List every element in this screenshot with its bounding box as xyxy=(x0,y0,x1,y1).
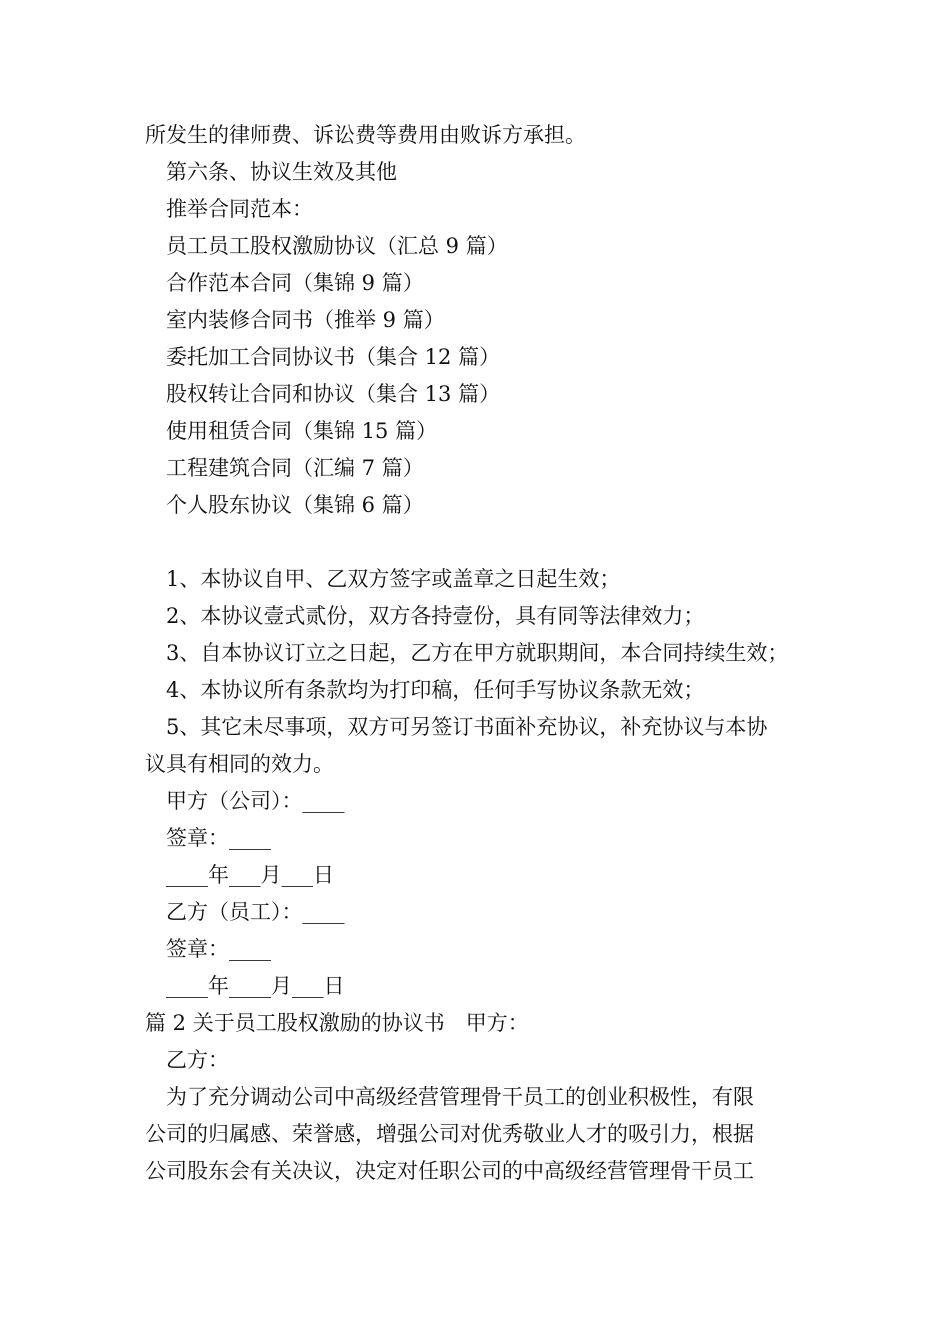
text-line: 推举合同范本： xyxy=(166,197,313,221)
text-line: 所发生的律师费、诉讼费等费用由败诉方承担。 xyxy=(145,123,586,147)
text-line: 合作范本合同（集锦 9 篇） xyxy=(166,271,424,295)
blank-line xyxy=(145,524,810,561)
text-line: 4、本协议所有条款均为打印稿，任何手写协议条款无效； xyxy=(166,678,705,702)
text-line: 3、自本协议订立之日起，乙方在甲方就职期间，本合同持续生效； xyxy=(166,641,789,665)
text-line: 签章：____ xyxy=(166,937,271,961)
text-line: 为了充分调动公司中高级经营管理骨干员工的创业积极性，有限 xyxy=(166,1085,754,1109)
text-line: 5、其它未尽事项，双方可另签订书面补充协议，补充协议与本协 xyxy=(166,715,768,739)
text-line: 2、本协议壹式贰份，双方各持壹份，具有同等法律效力； xyxy=(166,604,705,628)
text-line: 股权转让合同和协议（集合 13 篇） xyxy=(166,382,501,406)
text-line: 工程建筑合同（汇编 7 篇） xyxy=(166,456,424,480)
text-line: 员工员工股权激励协议（汇总 9 篇） xyxy=(166,234,508,258)
text-line: 公司股东会有关决议，决定对任职公司的中高级经营管理骨干员工 xyxy=(145,1159,754,1183)
text-line: 乙方（员工）：____ xyxy=(166,900,345,924)
text-line: 1、本协议自甲、乙双方签字或盖章之日起生效； xyxy=(166,567,621,591)
text-line: 个人股东协议（集锦 6 篇） xyxy=(166,493,424,517)
text-line: 公司的归属感、荣誉感，增强公司对优秀敬业人才的吸引力，根据 xyxy=(145,1122,754,1146)
text-line: 议具有相同的效力。 xyxy=(145,752,334,776)
text-line: 室内装修合同书（推举 9 篇） xyxy=(166,308,445,332)
text-line: 第六条、协议生效及其他 xyxy=(166,160,397,184)
text-line: ____年___月___日 xyxy=(166,863,334,887)
text-line: 使用租赁合同（集锦 15 篇） xyxy=(166,419,438,443)
text-line: 签章：____ xyxy=(166,826,271,850)
document-page xyxy=(145,117,810,1190)
text-line: 甲方（公司）：____ xyxy=(166,789,345,813)
text-line: 委托加工合同协议书（集合 12 篇） xyxy=(166,345,501,369)
text-line: 篇 2 关于员工股权激励的协议书 甲方： xyxy=(145,1011,529,1035)
text-line: 乙方： xyxy=(166,1048,229,1072)
text-line: ____年____月___日 xyxy=(166,974,345,998)
